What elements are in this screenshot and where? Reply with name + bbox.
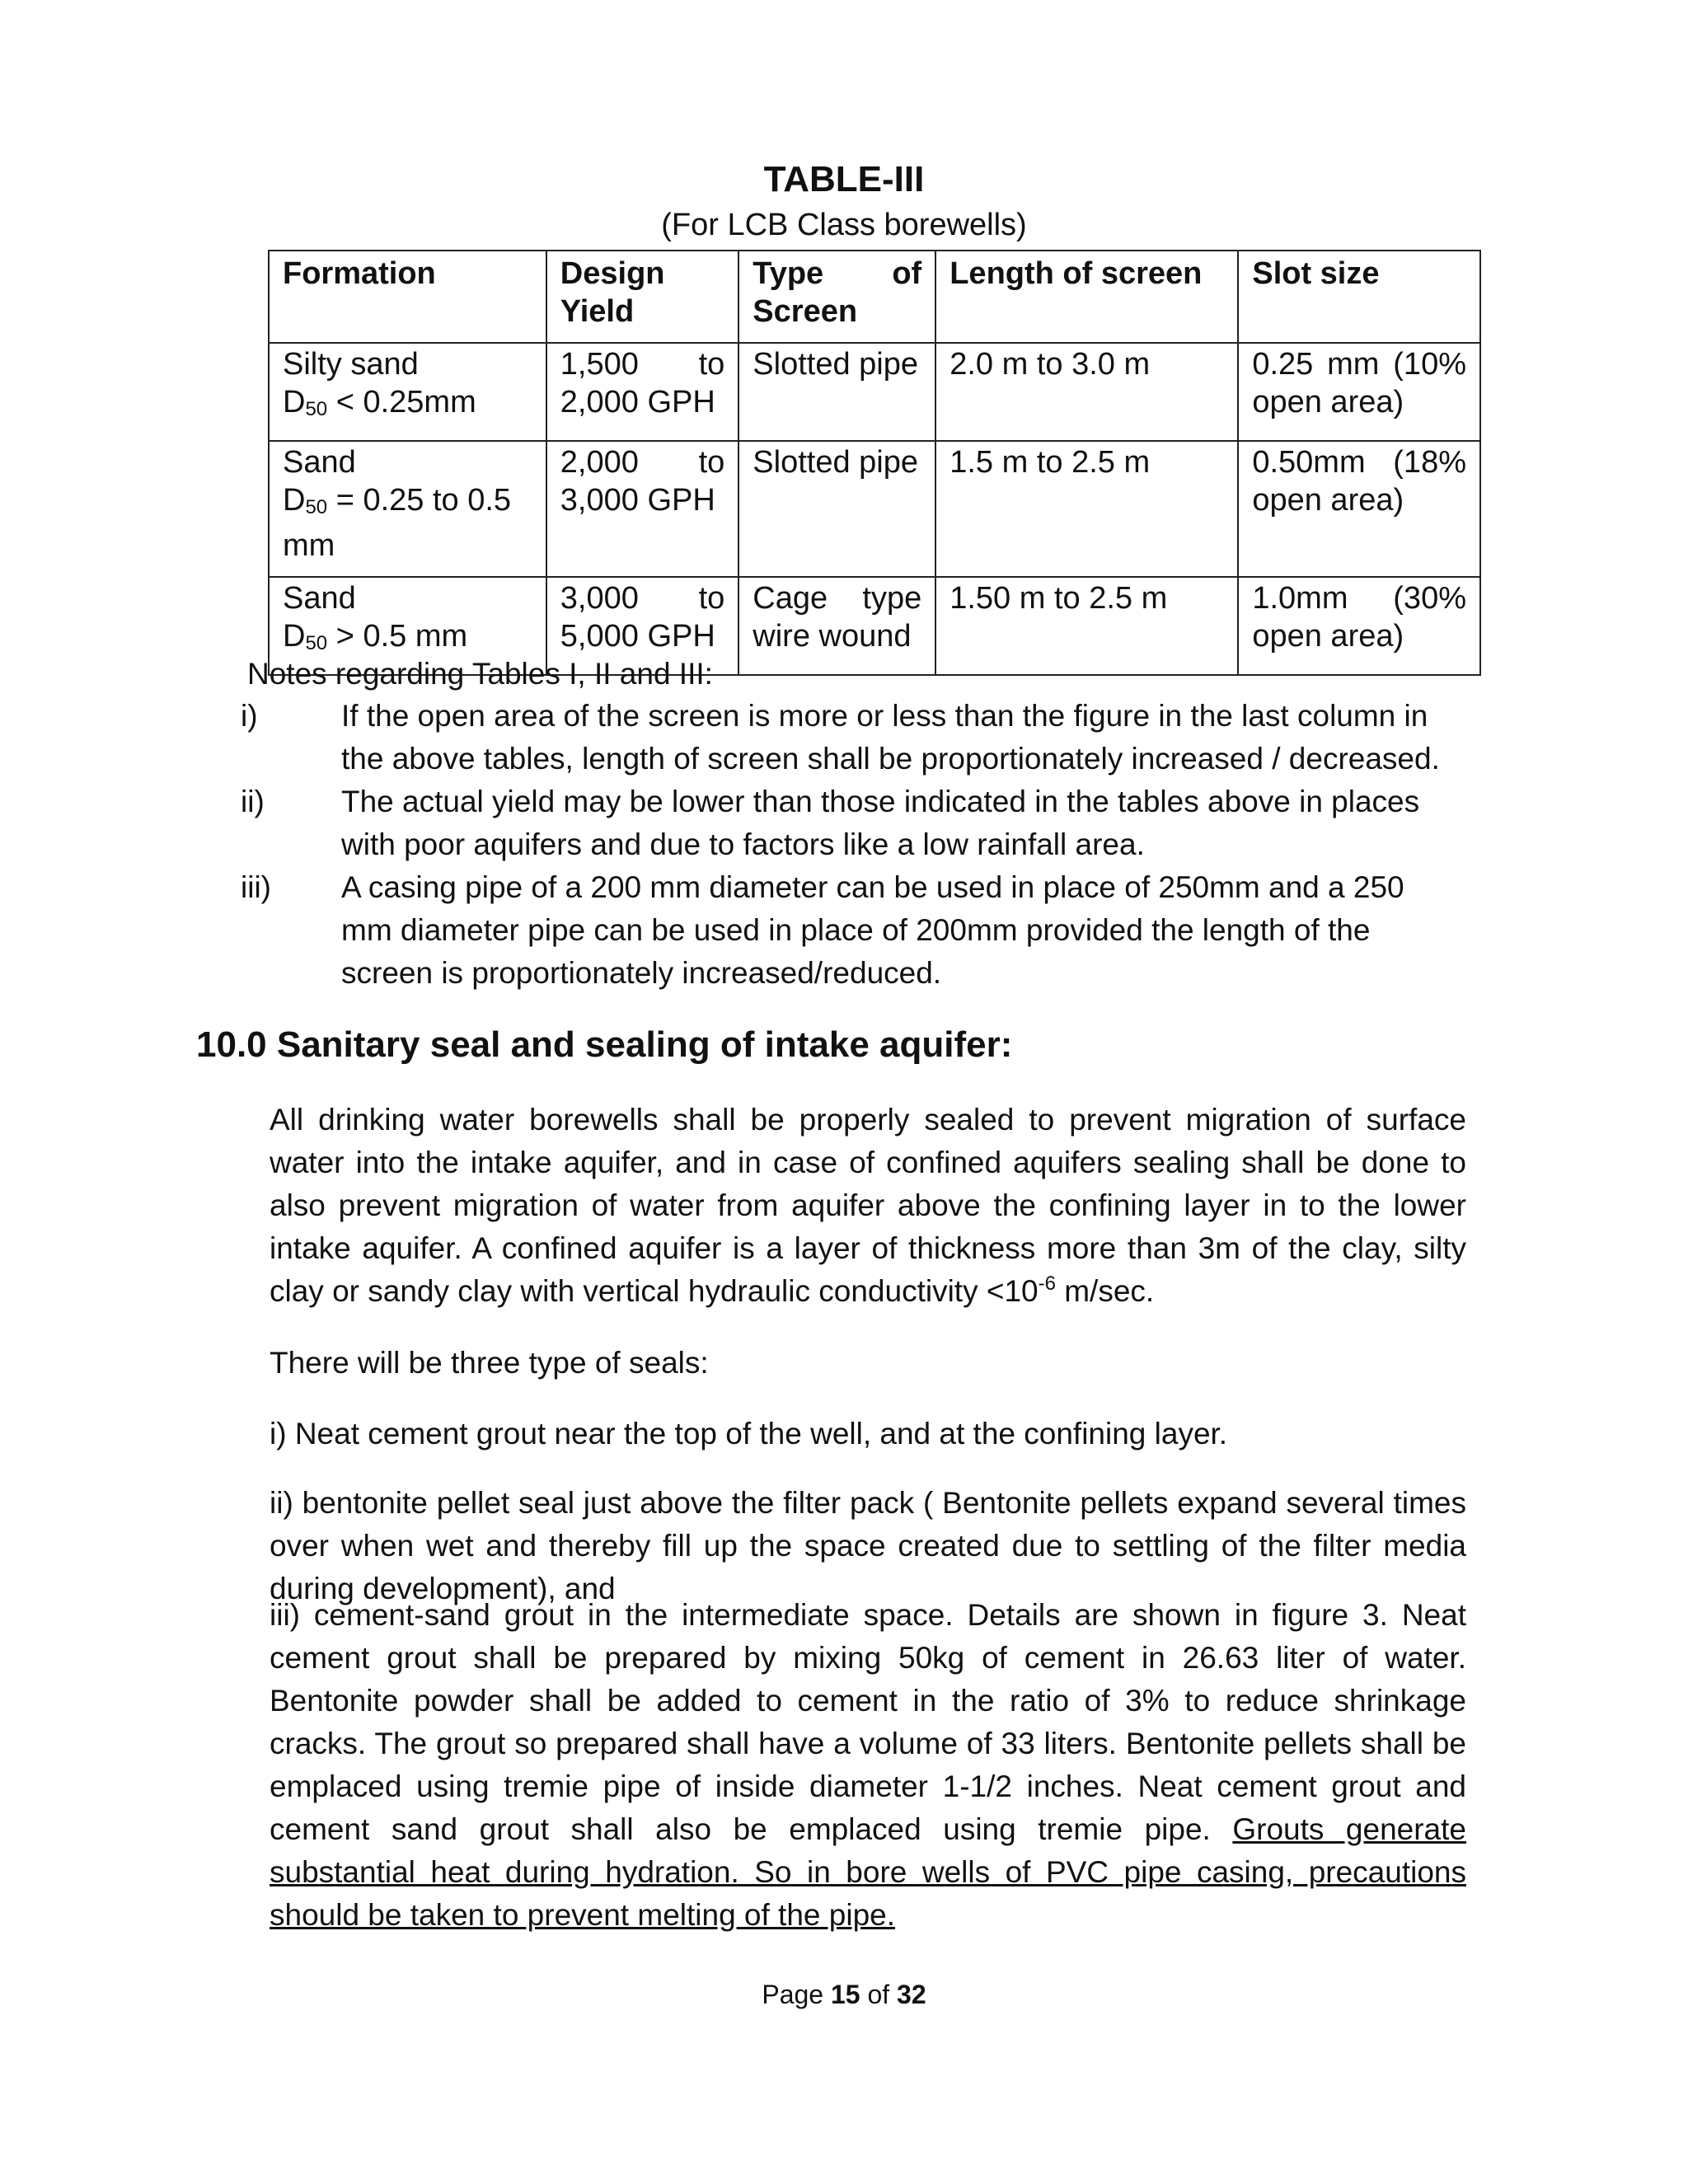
note-text: A casing pipe of a 200 mm diameter can be used in place of 250mm and a 250 mm diameter pipe can be used in place of 200mm provided the length of the screen is proportionately increased/reduced. [341, 870, 1404, 990]
note-text: The actual yield may be lower than those indicated in the tables above in places with poor aquifers and due to factors like a low rainfall area. [341, 785, 1420, 861]
note-number: ii) [241, 785, 265, 818]
cell-length-of-screen: 1.50 m to 2.5 m [935, 577, 1238, 675]
table-subtitle: (For LCB Class borewells) [661, 208, 1027, 242]
paragraph-seal-types: There will be three type of seals: [270, 1346, 709, 1380]
header-formation: Formation [269, 251, 546, 343]
cell-type-of-screen: Slotted pipe [738, 441, 935, 577]
cell-formation: Silty sand $D_{50} < 0.25mm$ [269, 343, 546, 441]
note-item [241, 780, 1477, 866]
cell-slot-size: 1.0mm (30% open area) [1238, 577, 1480, 675]
cell-formation: Sand $D_{50} > 0.5$ mm [269, 577, 546, 675]
cell-slot-size: 0.25 mm (10% open area) [1238, 343, 1480, 441]
note-number: iii) [241, 870, 271, 904]
table-row [269, 441, 1480, 577]
cell-type-of-screen: Slotted pipe [738, 343, 935, 441]
note-text: If the open area of the screen is more or less than the figure in the last column in the above tables, length of screen shall be proportionately increased / decreased. [341, 699, 1440, 776]
paragraph-intro: All drinking water borewells shall be properly sealed to prevent migration of surface water into the intake aquifer, and in case of confined aquifers sealing shall be done to also prevent migration of water from aquifer above the confining layer in to the lower intake aquifer. A confined aquifer is a layer of thickness more than 3m of the clay, silty clay or sandy clay with vertical hydraulic conductivity $<10^{-6}$ m/sec. [270, 1103, 1466, 1308]
cell-design-yield: 2,000 to 3,000 GPH [546, 441, 739, 577]
notes-heading: Notes regarding Tables I, II and III: [247, 657, 713, 691]
cell-design-yield: 3,000 to 5,000 GPH [546, 577, 739, 675]
underlined-warning: Grouts generate substantial heat during hydration. So in bore wells of PVC pipe casing, precautions should be taken to prevent melting of the pipe. [270, 1812, 1466, 1932]
note-item [241, 695, 1477, 780]
paragraph-seal-3: iii) cement-sand grout in the intermediate space. Details are shown in figure 3. Neat cement grout shall be prepared by mixing 50kg of cement in 26.63 liter of water. Bentonite powder shall be added to cement in the ratio of 3% to reduce shrinkage cracks. The grout so prepared shall have a volume of 33 liters. Bentonite pellets shall be emplaced using tremie pipe of inside diameter 1-1/2 inches. Neat cement grout and cement sand grout shall also be emplaced using tremie pipe. Grouts generate substantial heat during hydration. So in bore wells of PVC pipe casing, precautions should be taken to prevent melting of the pipe. [270, 1598, 1466, 1932]
cell-formation: Sand $D_{50} = 0.25$ to 0.5 mm [269, 441, 546, 577]
cell-design-yield: 1,500 to 2,000 GPH [546, 343, 739, 441]
header-slot-size: Slot size [1238, 251, 1480, 343]
cell-length-of-screen: 1.5 m to 2.5 m [935, 441, 1238, 577]
note-item [241, 866, 1477, 995]
cell-slot-size: 0.50mm (18% open area) [1238, 441, 1480, 577]
page-footer: Page 15 of 32 [762, 1980, 926, 2009]
page-total: 32 [897, 1980, 926, 2009]
section-heading: 10.0 Sanitary seal and sealing of intake aquifer: [196, 1024, 1013, 1065]
borewell-screen-table [268, 250, 1481, 676]
header-type-of-screen: Type of Screen [738, 251, 935, 343]
cell-type-of-screen: Cage type wire wound [738, 577, 935, 675]
page-number: 15 [830, 1980, 860, 2009]
paragraph-seal-1: i) Neat cement grout near the top of the well, and at the confining layer. [270, 1417, 1228, 1451]
paragraph-seal-2: ii) bentonite pellet seal just above the filter pack ( Bentonite pellets expand several times over when wet and thereby fill up the space created due to settling of the filter media during development), and [270, 1486, 1466, 1605]
cell-length-of-screen: 2.0 m to 3.0 m [935, 343, 1238, 441]
header-length-of-screen: Length of screen [935, 251, 1238, 343]
note-number: i) [241, 699, 258, 733]
table-header-row [269, 251, 1480, 343]
header-design-yield: Design Yield [546, 251, 739, 343]
table-title: TABLE-III [763, 159, 925, 199]
table-row [269, 343, 1480, 441]
